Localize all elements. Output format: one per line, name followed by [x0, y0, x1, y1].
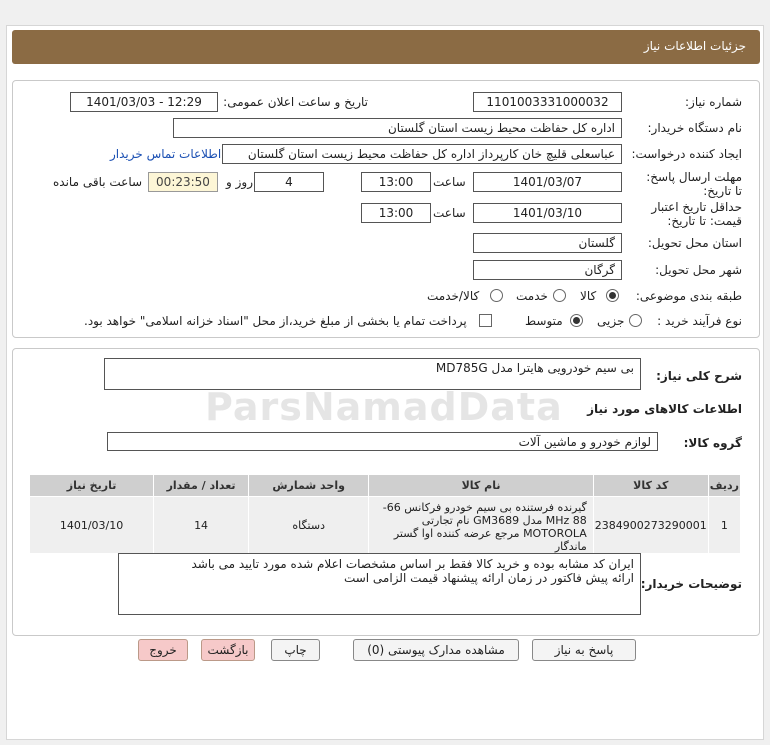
- header-bar: [12, 30, 760, 64]
- deadline-label: مهلت ارسال پاسخ: تا تاریخ:: [646, 170, 742, 198]
- category-radio-both[interactable]: [490, 289, 503, 302]
- deadline-time-field: 13:00: [361, 172, 431, 192]
- days-field: 4: [254, 172, 324, 192]
- remaining-time-field: 00:23:50: [148, 172, 218, 192]
- process-option-minor: جزیی: [597, 314, 625, 328]
- province-label: استان محل تحویل:: [647, 236, 742, 250]
- city-field: گرگان: [473, 260, 622, 280]
- cell-name: گیرنده فرستنده بی سیم خودرو فرکانس 66-88 MHz مدل GM3689 نام تجارتی MOTOROLA مرجع عرضه کننده اوا گستر ماندگار: [369, 497, 594, 554]
- validity-date-field: 1401/03/10: [473, 203, 622, 223]
- items-table: [29, 474, 741, 554]
- cell-code: 2384900273290001: [593, 497, 708, 554]
- category-label: طبقه بندی موضوعی:: [635, 289, 742, 303]
- category-option-goods: کالا: [580, 289, 597, 303]
- notes-line-2: ارائه پیش فاکتور در زمان ارائه پیشنهاد قیمت الزامی است: [343, 571, 634, 585]
- reply-button[interactable]: پاسخ به نیاز: [532, 639, 636, 661]
- province-field: گلستان: [473, 233, 622, 253]
- summary-label: شرح کلی نیاز:: [656, 369, 742, 383]
- table-header-row: [30, 475, 741, 497]
- payment-note: پرداخت تمام یا بخشی از مبلغ خرید،از محل "اسناد خزانه اسلامی" خواهد بود.: [84, 314, 467, 328]
- category-option-both: کالا/خدمت: [427, 289, 480, 303]
- page-title: جزئیات اطلاعات نیاز: [643, 39, 746, 53]
- notes-label: توضیحات خریدار:: [640, 577, 742, 591]
- buyer-org-field: اداره کل حفاظت محیط زیست استان گلستان: [173, 118, 622, 138]
- category-radio-goods[interactable]: [606, 289, 619, 302]
- col-row: ردیف: [708, 475, 740, 497]
- category-option-service: خدمت: [516, 289, 548, 303]
- need-number-field: 1101003331000032: [473, 92, 622, 112]
- cell-date: 1401/03/10: [30, 497, 154, 554]
- col-date: تاریخ نیاز: [30, 475, 154, 497]
- validity-time-field: 13:00: [361, 203, 431, 223]
- announce-label: تاریخ و ساعت اعلان عمومی:: [223, 95, 368, 109]
- announce-field: 1401/03/03 - 12:29: [70, 92, 218, 112]
- col-unit: واحد شمارش: [249, 475, 369, 497]
- creator-field: عباسعلی قلیچ خان کارپرداز اداره کل حفاظت محیط زیست استان گلستان: [222, 144, 622, 164]
- days-label: روز و: [226, 175, 253, 189]
- contact-info-link[interactable]: اطلاعات تماس خریدار: [110, 147, 222, 161]
- treasury-checkbox[interactable]: [479, 314, 492, 327]
- cell-row: 1: [708, 497, 740, 554]
- items-section-title: اطلاعات کالاهای مورد نیاز: [587, 402, 742, 416]
- summary-field: بی سیم خودرویی هایترا مدل MD785G: [104, 358, 641, 390]
- cell-unit: دستگاه: [249, 497, 369, 554]
- validity-label: حداقل تاریخ اعتبار قیمت: تا تاریخ:: [651, 200, 742, 228]
- col-code: کد کالا: [593, 475, 708, 497]
- need-number-label: شماره نیاز:: [685, 95, 742, 109]
- attachments-button[interactable]: مشاهده مدارک پیوستی (0): [353, 639, 519, 661]
- notes-field: [118, 553, 641, 615]
- process-option-medium: متوسط: [525, 314, 563, 328]
- city-label: شهر محل تحویل:: [655, 263, 742, 277]
- deadline-time-label: ساعت: [433, 175, 466, 189]
- group-label: گروه کالا:: [683, 436, 742, 450]
- group-field: لوازم خودرو و ماشین آلات: [107, 432, 658, 451]
- buyer-org-label: نام دستگاه خریدار:: [647, 121, 742, 135]
- exit-button[interactable]: خروج: [138, 639, 188, 661]
- category-radio-service[interactable]: [553, 289, 566, 302]
- col-name: نام کالا: [369, 475, 594, 497]
- col-qty: تعداد / مقدار: [154, 475, 249, 497]
- print-button[interactable]: چاپ: [271, 639, 320, 661]
- deadline-date-field: 1401/03/07: [473, 172, 622, 192]
- creator-label: ایجاد کننده درخواست:: [631, 147, 742, 161]
- notes-line-1: ایران کد مشابه بوده و خرید کالا فقط بر اساس مشخصات اعلام شده مورد تایید می باشد: [191, 557, 634, 571]
- cell-qty: 14: [154, 497, 249, 554]
- process-label: نوع فرآیند خرید :: [657, 314, 742, 328]
- validity-time-label: ساعت: [433, 206, 466, 220]
- watermark: ParsNamadData: [205, 385, 563, 429]
- process-radio-medium[interactable]: [570, 314, 583, 327]
- table-row: [30, 497, 741, 554]
- back-button[interactable]: بازگشت: [201, 639, 255, 661]
- process-radio-minor[interactable]: [629, 314, 642, 327]
- remaining-label: ساعت باقی مانده: [53, 175, 143, 189]
